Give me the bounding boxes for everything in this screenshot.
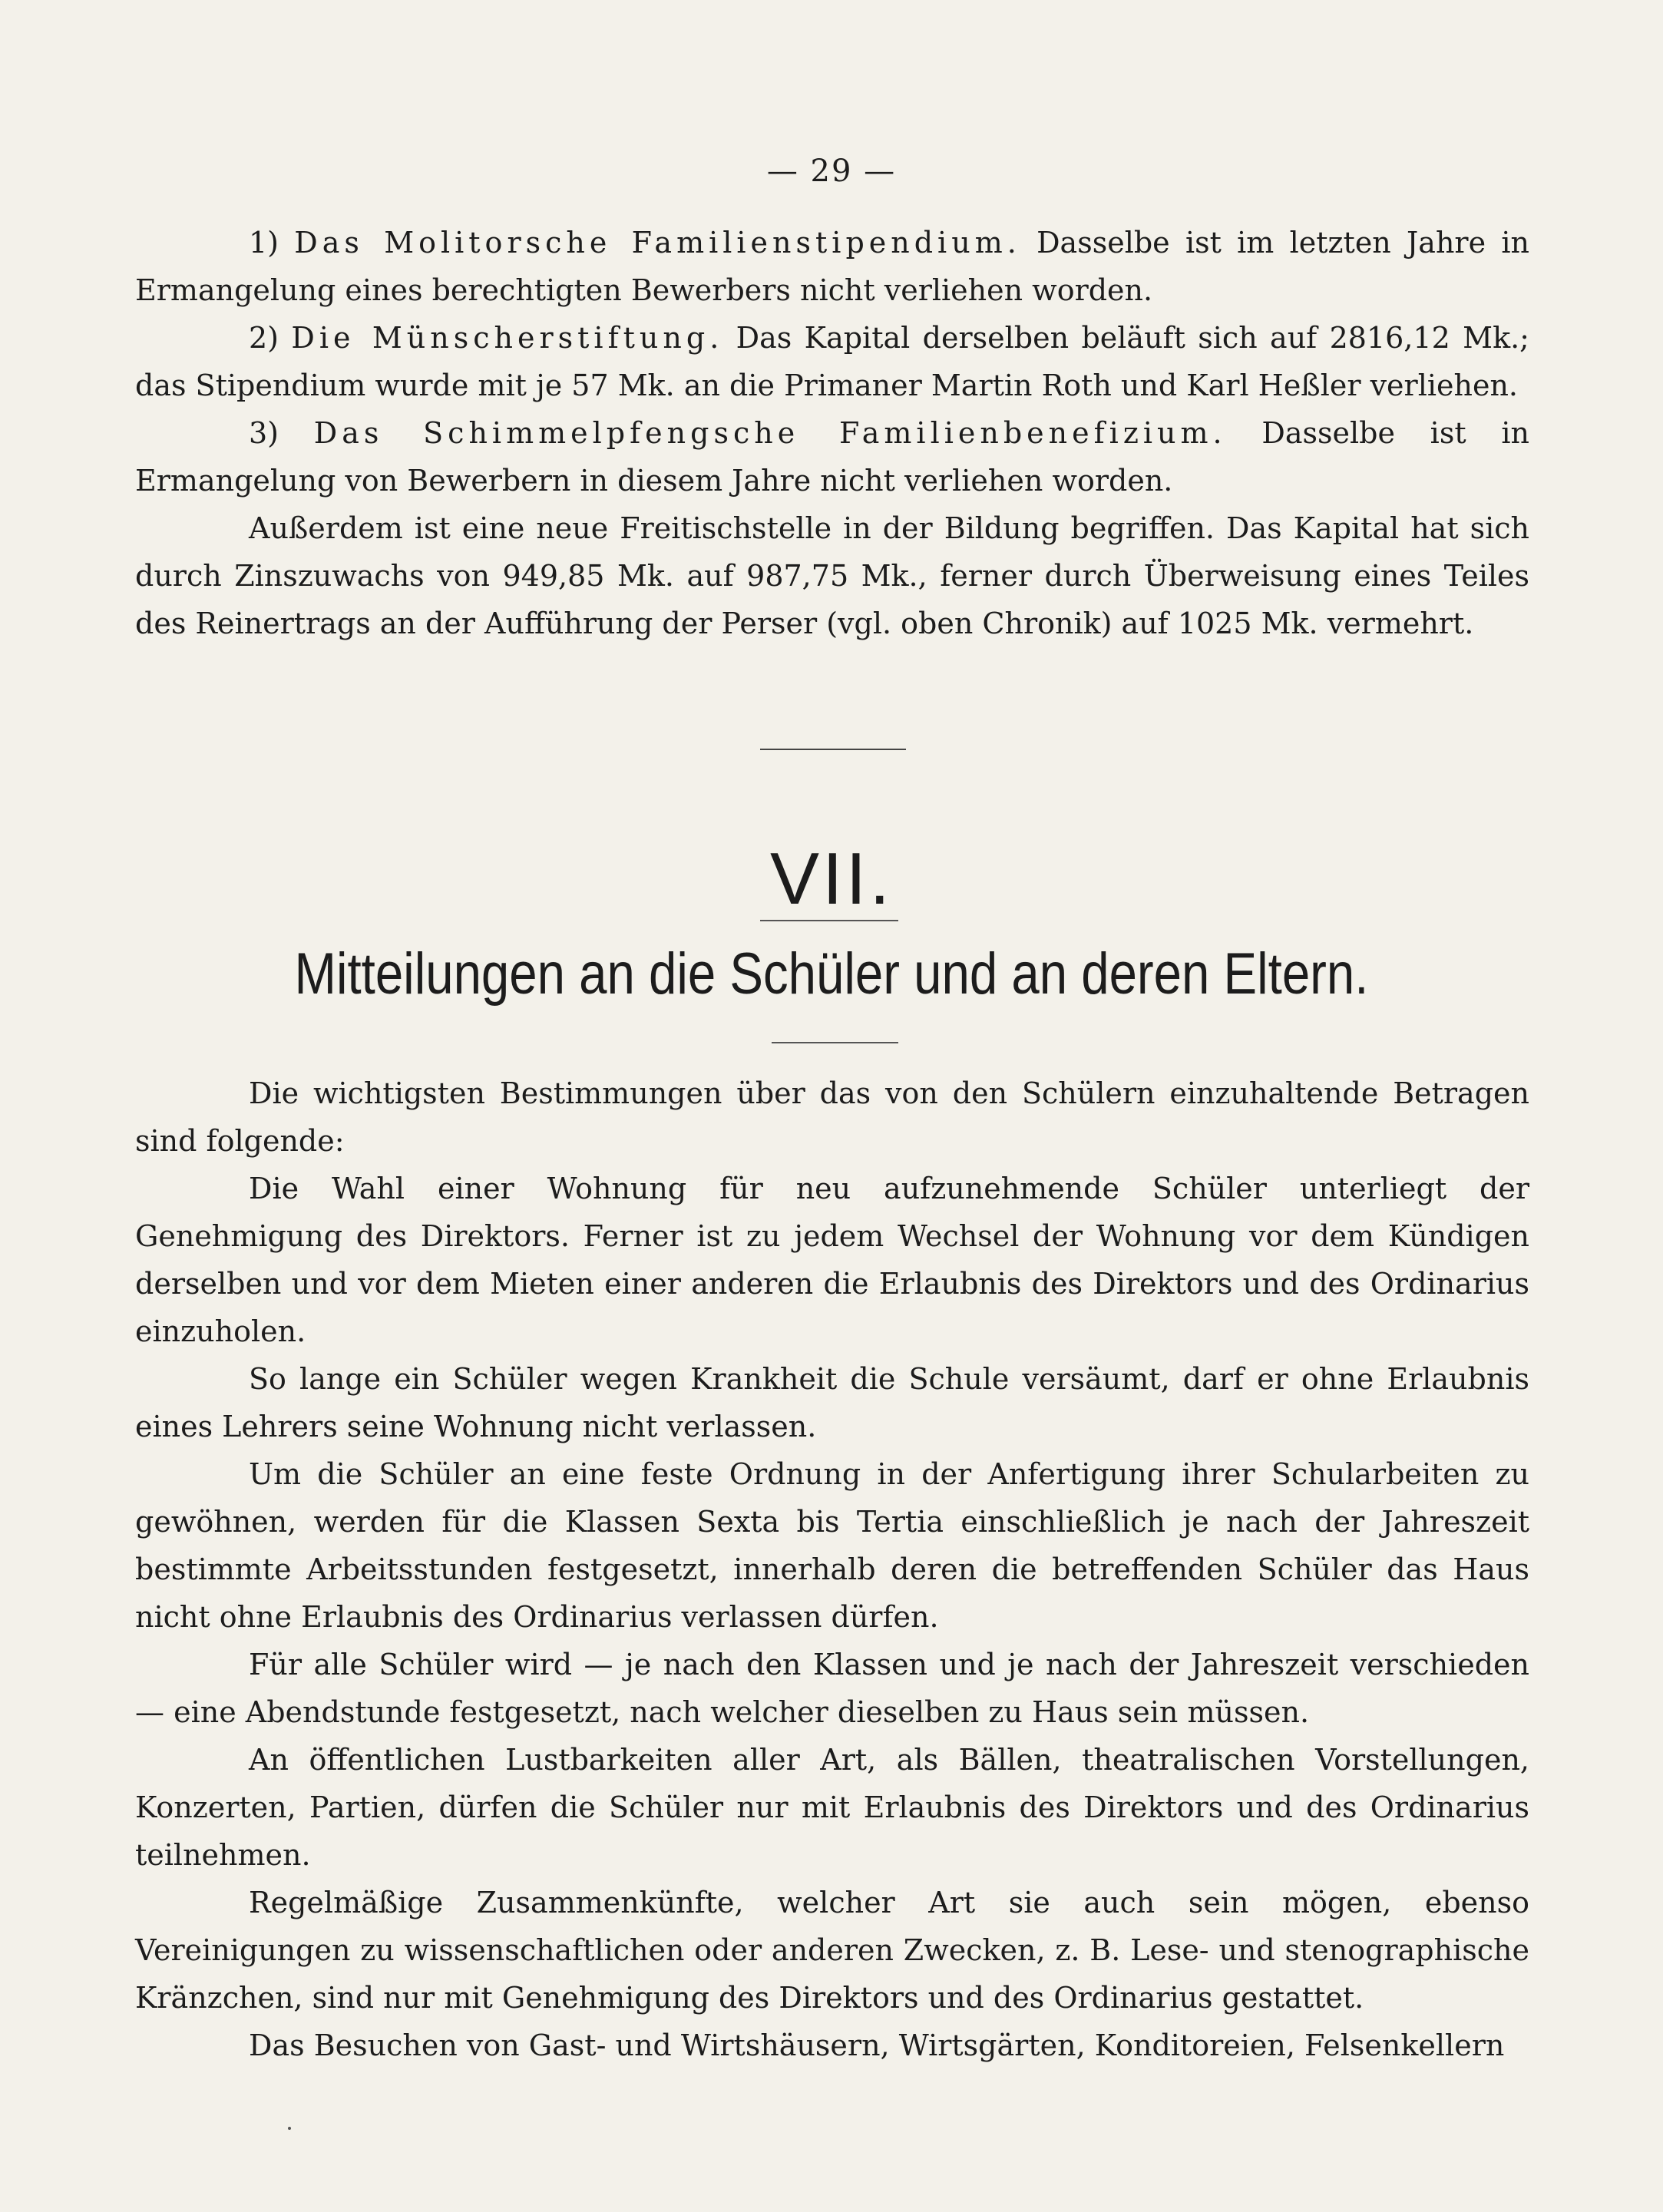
- stipend-number: 3): [249, 416, 279, 450]
- stipend-section: [135, 219, 1529, 647]
- rules-paragraph: Um die Schüler an eine feste Ordnung in der Anfertigung ihrer Schularbeiten zu gewöhnen, werden für die Klassen Sexta bis Tertia einschließlich je nach der Jahreszeit bestimmte Arbeitsstunden festgesetzt, innerhalb deren die betreffenden Schüler das Haus nicht ohne Erlaubnis des Ordinarius verlassen dürfen.: [135, 1457, 1529, 1634]
- section-number-underline: [760, 920, 898, 921]
- rules-paragraph: Die Wahl einer Wohnung für neu aufzunehmende Schüler unterliegt der Genehmigung des Direktors. Ferner ist zu jedem Wechsel der Wohnung vor dem Kündigen derselben und vor dem Mieten einer anderen die Erlaubnis des Direktors und des Ordinarius einzuholen.: [135, 1172, 1529, 1348]
- rules-paragraph: An öffentlichen Lustbarkeiten aller Art, als Bällen, theatralischen Vorstellungen, Konzerten, Partien, dürfen die Schüler nur mit Erlaubnis des Direktors und des Ordinarius teilnehmen.: [135, 1743, 1529, 1872]
- rules-section: [135, 1070, 1529, 2069]
- stipend-name: Die Münscherstiftung.: [291, 321, 724, 355]
- stipend-name: Das Schimmelpfengsche Familienbenefizium.: [313, 416, 1227, 450]
- section-title-underline: [772, 1042, 898, 1043]
- stipend-text: Das Kapital derselben beläuft sich auf 2816,12 Mk.; das Stipendium wurde mit je 57 Mk. an die Primaner Martin Roth und Karl Heßler verliehen.: [135, 321, 1529, 402]
- freitisch-paragraph: Außerdem ist eine neue Freitischstelle in der Bildung begriffen. Das Kapital hat sich durch Zinszuwachs von 949,85 Mk. auf 987,75 Mk., ferner durch Überweisung eines Teiles des Reinertrags an der Aufführung der Perser (vgl. oben Chronik) auf 1025 Mk. vermehrt.: [135, 511, 1529, 640]
- paper-speck: [288, 2127, 291, 2130]
- stipend-text: Dasselbe ist im letzten Jahre in Ermangelung eines berechtigten Bewerbers nicht verliehen worden.: [135, 226, 1529, 307]
- section-number: VII.: [769, 838, 894, 920]
- rules-paragraph: Das Besuchen von Gast- und Wirtshäusern, Wirtsgärten, Konditoreien, Felsenkellern: [249, 2028, 1505, 2062]
- stipend-text: Dasselbe ist in Ermangelung von Bewerbern in diesem Jahre nicht verliehen worden.: [135, 416, 1529, 498]
- page-number: — 29 —: [766, 154, 897, 189]
- rules-paragraph: Die wichtigsten Bestimmungen über das von den Schülern einzuhaltende Betragen sind folgende:: [135, 1076, 1529, 1158]
- rules-paragraph: Regelmäßige Zusammenkünfte, welcher Art sie auch sein mögen, ebenso Vereinigungen zu wissenschaftlichen oder anderen Zwecken, z. B. Lese- und stenographische Kränzchen, sind nur mit Genehmigung des Direktors und des Ordinarius gestattet.: [135, 1886, 1529, 2015]
- stipend-paragraph-2: [135, 314, 1529, 409]
- stipend-number: 2): [249, 321, 279, 355]
- stipend-paragraph-3: [135, 409, 1529, 504]
- rules-paragraph: Für alle Schüler wird — je nach den Klassen und je nach der Jahreszeit verschieden — eine Abendstunde festgesetzt, nach welcher dieselben zu Haus sein müssen.: [135, 1648, 1529, 1729]
- rules-paragraph: So lange ein Schüler wegen Krankheit die Schule versäumt, darf er ohne Erlaubnis eines Lehrers seine Wohnung nicht verlassen.: [135, 1362, 1529, 1443]
- stipend-paragraph-1: [135, 219, 1529, 314]
- stipend-name: Das Molitorsche Familienstipendium.: [294, 226, 1021, 260]
- divider-rule: [760, 749, 906, 750]
- section-title: Mitteilungen an die Schüler und an deren Eltern.: [294, 941, 1369, 1007]
- stipend-number: 1): [249, 226, 279, 260]
